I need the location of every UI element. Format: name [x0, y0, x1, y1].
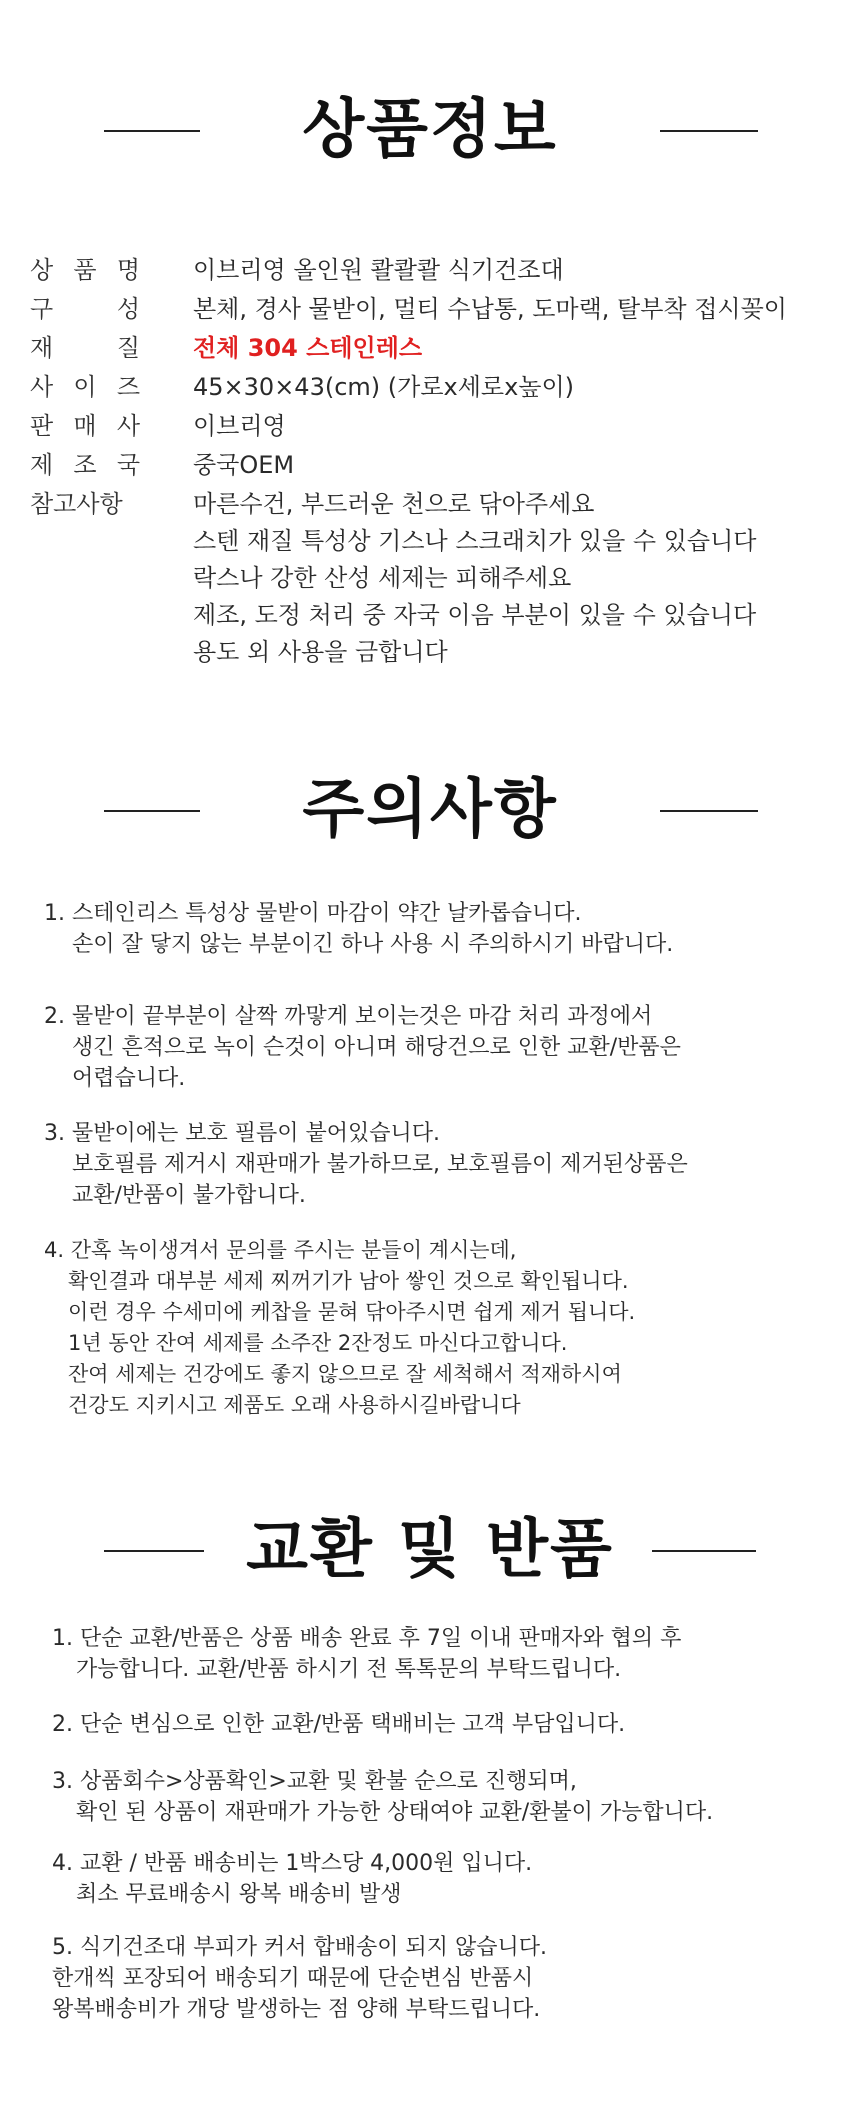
caution-line: 교환/반품이 불가합니다.: [72, 1183, 306, 1208]
info-value: 이브리영 올인원 콸콸콸 식기건조대: [193, 256, 564, 284]
caution-line: 이런 경우 수세미에 케찹을 묻혀 닦아주시면 쉽게 제거 됩니다.: [68, 1300, 636, 1324]
caution-line: 잔여 세제는 건강에도 좋지 않으므로 잘 세척해서 적재하시여: [68, 1362, 622, 1386]
info-row-seller: [30, 408, 830, 444]
info-label: 판 매 사: [30, 412, 140, 440]
note-item: 용도 외 사용을 금합니다: [193, 638, 448, 666]
info-row-notes: [30, 486, 830, 671]
exchange-line: 최소 무료배송시 왕복 배송비 발생: [76, 1882, 402, 1907]
caution-line: 보호필름 제거시 재판매가 불가하므로, 보호필름이 제거된상품은: [72, 1152, 688, 1177]
note-item: 제조, 도정 처리 중 자국 이음 부분이 있을 수 있습니다: [193, 601, 757, 629]
exchange-heading: [0, 1500, 860, 1600]
product-info-title: 상품정보: [302, 93, 558, 167]
exchange-line: 4. 교환 / 반품 배송비는 1박스당 4,000원 입니다.: [52, 1851, 533, 1876]
info-value: 본체, 경사 물받이, 멀티 수납통, 도마랙, 탈부착 접시꽂이: [193, 295, 787, 323]
exchange-item-3: [52, 1766, 842, 1828]
caution-line: 건강도 지키시고 제품도 오래 사용하시길바랍니다: [68, 1393, 521, 1417]
info-value-material: 전체 304 스테인레스: [193, 334, 423, 362]
caution-item-3: [44, 1118, 834, 1211]
caution-line: 생긴 흔적으로 녹이 슨것이 아니며 해당건으로 인한 교환/반품은: [72, 1035, 681, 1060]
exchange-title: 교환 및 반품: [246, 1513, 614, 1587]
heading-rule-right: [660, 810, 758, 812]
caution-line: 확인결과 대부분 세제 찌꺼기가 남아 쌓인 것으로 확인됩니다.: [68, 1269, 629, 1293]
cautions-heading: [0, 760, 860, 860]
caution-line: 1. 스테인리스 특성상 물받이 마감이 약간 날카롭습니다.: [44, 901, 582, 926]
caution-line: 어렵습니다.: [72, 1066, 186, 1091]
caution-line: 2. 물받이 끝부분이 살짝 까맣게 보이는것은 마감 처리 과정에서: [44, 1004, 653, 1029]
info-value: 이브리영: [193, 412, 286, 440]
caution-item-2: [44, 1001, 834, 1094]
note-item: 스텐 재질 특성상 기스나 스크래치가 있을 수 있습니다: [193, 527, 757, 555]
exchange-line: 한개씩 포장되어 배송되기 때문에 단순변심 반품시: [52, 1966, 534, 1991]
info-value: 45×30×43(cm) (가로x세로x높이): [193, 373, 575, 401]
info-row-size: [30, 369, 830, 405]
cautions-title: 주의사항: [302, 773, 558, 847]
caution-line: 손이 잘 닿지 않는 부분이긴 하나 사용 시 주의하시기 바랍니다.: [72, 932, 674, 957]
info-row-material: [30, 330, 830, 366]
caution-item-1: [44, 898, 834, 960]
info-row-composition: [30, 291, 830, 327]
info-label: 구 성: [30, 295, 140, 323]
caution-item-4: [44, 1235, 834, 1421]
exchange-item-2: [52, 1709, 842, 1740]
info-row-name: [30, 252, 830, 288]
heading-rule-right: [660, 130, 758, 132]
exchange-item-4: [52, 1848, 842, 1910]
info-label-notes: 참고사항: [30, 490, 123, 518]
info-label: 상 품 명: [30, 256, 140, 284]
info-row-origin: [30, 447, 830, 483]
exchange-line: 3. 상품회수>상품확인>교환 및 환불 순으로 진행되며,: [52, 1769, 577, 1794]
exchange-item-1: [52, 1623, 842, 1685]
caution-line: 1년 동안 잔여 세제를 소주잔 2잔정도 마신다고합니다.: [68, 1331, 568, 1355]
exchange-line: 왕복배송비가 개당 발생하는 점 양해 부탁드립니다.: [52, 1997, 541, 2022]
exchange-line: 1. 단순 교환/반품은 상품 배송 완료 후 7일 이내 판매자와 협의 후: [52, 1626, 682, 1651]
exchange-line: 가능합니다. 교환/반품 하시기 전 톡톡문의 부탁드립니다.: [76, 1657, 622, 1682]
product-info-table: [30, 252, 830, 674]
caution-line: 4. 간혹 녹이생겨서 문의를 주시는 분들이 계시는데,: [44, 1238, 517, 1262]
heading-rule-right: [652, 1550, 756, 1552]
caution-line: 3. 물받이에는 보호 필름이 붙어있습니다.: [44, 1121, 440, 1146]
product-info-heading: [0, 80, 860, 180]
info-label: 재 질: [30, 334, 140, 362]
notes-list: [193, 486, 756, 671]
note-item: 락스나 강한 산성 세제는 피해주세요: [193, 564, 572, 592]
info-value: 중국OEM: [193, 451, 295, 479]
exchange-line: 5. 식기건조대 부피가 커서 합배송이 되지 않습니다.: [52, 1935, 547, 1960]
note-item: 마른수건, 부드러운 천으로 닦아주세요: [193, 490, 595, 518]
exchange-line: 확인 된 상품이 재판매가 가능한 상태여야 교환/환불이 가능합니다.: [76, 1800, 714, 1825]
info-label: 제 조 국: [30, 451, 140, 479]
info-label: 사 이 즈: [30, 373, 140, 401]
exchange-line: 2. 단순 변심으로 인한 교환/반품 택배비는 고객 부담입니다.: [52, 1712, 626, 1737]
exchange-item-5: [52, 1932, 842, 2025]
